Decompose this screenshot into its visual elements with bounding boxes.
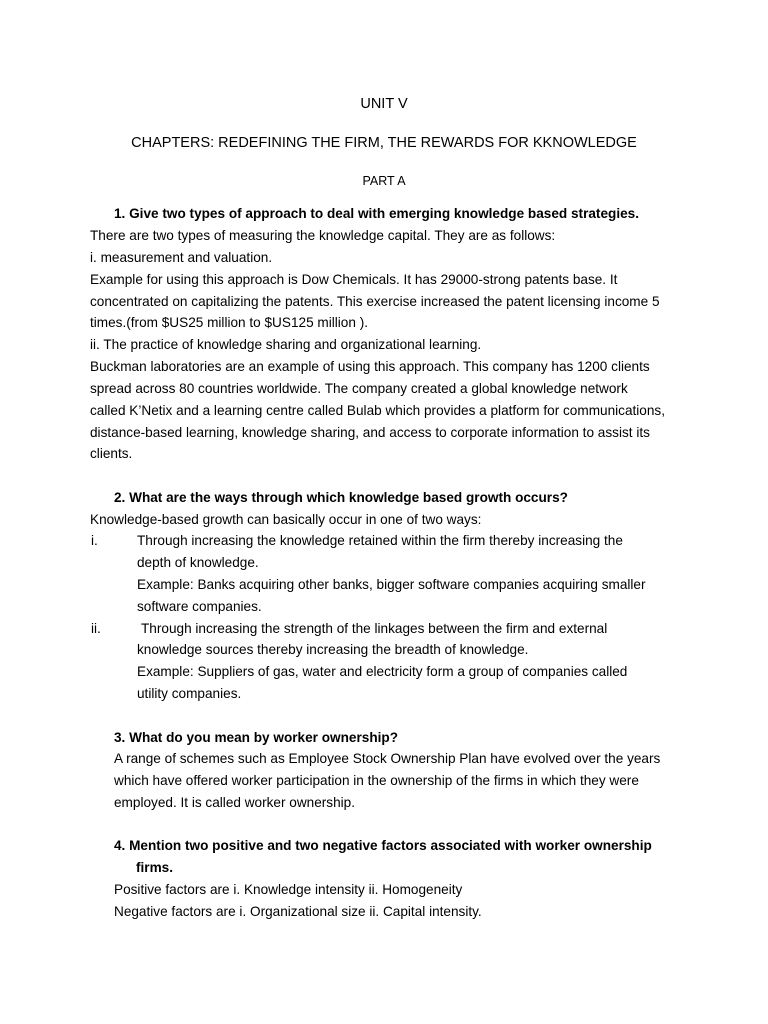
q1-line: called K’Netix and a learning centre called Bulab which provides a platform for communications, (90, 403, 666, 418)
question-4: 4. Mention two positive and two negative factors associated with worker ownership (114, 838, 652, 853)
q1-line: distance-based learning, knowledge sharing, and access to corporate information to assist its (90, 425, 650, 440)
q2-item-line: depth of knowledge. (137, 555, 259, 570)
question-3: 3. What do you mean by worker ownership? (114, 730, 399, 745)
question-4-cont: firms. (136, 860, 174, 875)
q2-item-line: knowledge sources thereby increasing the breadth of knowledge. (137, 642, 529, 657)
q2-item-line: utility companies. (137, 686, 242, 701)
q2-item-line: software companies. (137, 599, 262, 614)
q4-line: Positive factors are i. Knowledge intensity ii. Homogeneity (114, 882, 463, 897)
q2-item-marker: i. (91, 533, 98, 548)
q3-line: employed. It is called worker ownership. (114, 795, 356, 810)
q2-item-line: Through increasing the knowledge retained within the firm thereby increasing the (137, 533, 623, 548)
q1-line: spread across 80 countries worldwide. The company created a global knowledge network (90, 381, 628, 396)
q1-line: clients. (90, 446, 133, 461)
q1-line: ii. The practice of knowledge sharing and organizational learning. (90, 337, 482, 352)
chapters-title: CHAPTERS: REDEFINING THE FIRM, THE REWARDS FOR KKNOWLEDGE (131, 135, 637, 151)
question-2: 2. What are the ways through which knowledge based growth occurs? (114, 490, 568, 505)
q4-line: Negative factors are i. Organizational size ii. Capital intensity. (114, 904, 482, 919)
question-1: 1. Give two types of approach to deal with emerging knowledge based strategies. (114, 206, 639, 221)
unit-title: UNIT V (360, 96, 408, 112)
q1-line: concentrated on capitalizing the patents. This exercise increased the patent licensing income 5 (90, 294, 660, 309)
q3-line: which have offered worker participation in the ownership of the firms in which they were (114, 773, 639, 788)
q2-item-line: Example: Banks acquiring other banks, bigger software companies acquiring smaller (137, 577, 646, 592)
part-title: PART A (362, 174, 406, 188)
q1-line: i. measurement and valuation. (90, 250, 273, 265)
q1-line: There are two types of measuring the knowledge capital. They are as follows: (90, 228, 556, 243)
q2-intro: Knowledge-based growth can basically occur in one of two ways: (90, 512, 482, 527)
q1-line: times.(from $US25 million to $US125 million ). (90, 315, 369, 330)
q1-line: Buckman laboratories are an example of using this approach. This company has 1200 clients (90, 359, 650, 374)
q2-item-line: Through increasing the strength of the linkages between the firm and external (141, 621, 608, 636)
q2-item-marker: ii. (91, 621, 101, 636)
q3-line: A range of schemes such as Employee Stock Ownership Plan have evolved over the years (114, 751, 661, 766)
q1-line: Example for using this approach is Dow Chemicals. It has 29000-strong patents base. It (90, 272, 618, 287)
q2-item-line: Example: Suppliers of gas, water and electricity form a group of companies called (137, 664, 628, 679)
